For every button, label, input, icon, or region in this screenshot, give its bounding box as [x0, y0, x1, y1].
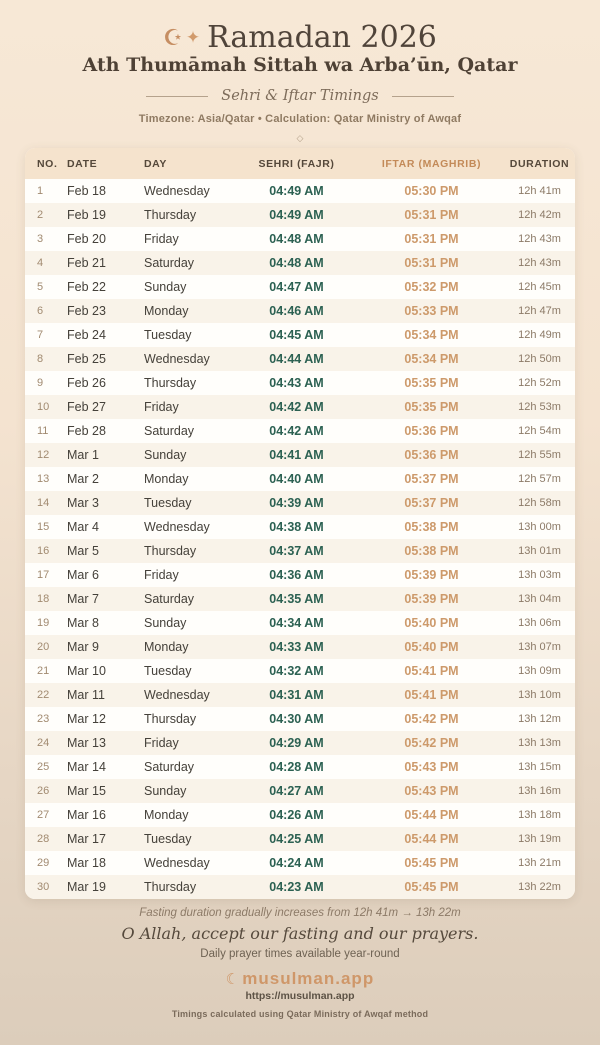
cell-day: Wednesday [144, 352, 210, 366]
table-row [25, 683, 575, 707]
cell-iftar-time: 05:40 PM [404, 616, 459, 630]
cell-iftar-time: 05:31 PM [404, 256, 459, 270]
cell-row-number: 24 [37, 737, 50, 749]
brand-url[interactable]: https://musulman.app [245, 990, 355, 1002]
cell-date: Feb 20 [67, 232, 106, 246]
divider-line-right [392, 96, 454, 97]
calculation-method-note: Timings calculated using Qatar Ministry of Awqaf method [171, 1009, 429, 1019]
cell-duration: 12h 52m [518, 377, 561, 389]
cell-date: Mar 15 [67, 784, 106, 798]
cell-sehri-time: 04:43 AM [269, 376, 324, 390]
cell-date: Mar 14 [67, 760, 106, 774]
cell-sehri-time: 04:33 AM [269, 640, 324, 654]
cell-day: Sunday [144, 280, 187, 294]
cell-duration: 13h 18m [518, 809, 561, 821]
cell-day: Thursday [144, 712, 197, 726]
duration-trend-note: Fasting duration gradually increases from 12h 41m → 13h 22m [139, 907, 461, 919]
cell-iftar-time: 05:43 PM [404, 784, 459, 798]
table-row [25, 611, 575, 635]
cell-date: Feb 27 [67, 400, 106, 414]
table-row [25, 515, 575, 539]
table-row [25, 179, 575, 203]
cell-sehri-time: 04:42 AM [269, 424, 324, 438]
divider-line-left [146, 96, 208, 97]
cell-sehri-time: 04:47 AM [269, 280, 324, 294]
cell-day: Friday [144, 568, 179, 582]
table-rows [25, 179, 575, 899]
brand-name: musulman.app [242, 969, 375, 988]
table-row [25, 203, 575, 227]
cell-date: Mar 18 [67, 856, 106, 870]
cell-row-number: 9 [37, 377, 44, 389]
table-row [25, 779, 575, 803]
cell-day: Saturday [144, 256, 195, 270]
cell-row-number: 25 [37, 761, 50, 773]
availability-note: Daily prayer times available year-round [200, 948, 400, 960]
cell-row-number: 21 [37, 665, 50, 677]
cell-iftar-time: 05:34 PM [404, 352, 459, 366]
cell-iftar-time: 05:40 PM [404, 640, 459, 654]
cell-row-number: 6 [37, 305, 44, 317]
cell-row-number: 11 [37, 425, 49, 437]
cell-sehri-time: 04:29 AM [269, 736, 324, 750]
table-row [25, 635, 575, 659]
crescent-moon-icon: ☪ [163, 26, 183, 51]
cell-row-number: 18 [37, 593, 50, 605]
cell-duration: 12h 41m [518, 185, 561, 197]
cell-iftar-time: 05:38 PM [404, 520, 459, 534]
column-header-iftar: IFTAR (MAGHRIB) [381, 157, 482, 170]
table-row [25, 371, 575, 395]
cell-date: Feb 25 [67, 352, 106, 366]
subtitle-row [0, 88, 600, 104]
cell-duration: 13h 19m [518, 833, 561, 845]
cell-date: Feb 21 [67, 256, 106, 270]
cell-date: Mar 6 [67, 568, 99, 582]
cell-day: Friday [144, 736, 179, 750]
cell-duration: 13h 07m [518, 641, 561, 653]
cell-iftar-time: 05:41 PM [404, 688, 459, 702]
cell-sehri-time: 04:25 AM [269, 832, 324, 846]
cell-sehri-time: 04:39 AM [269, 496, 324, 510]
table-row [25, 803, 575, 827]
cell-day: Thursday [144, 208, 197, 222]
cell-date: Mar 8 [67, 616, 99, 630]
cell-day: Friday [144, 232, 179, 246]
cell-day: Saturday [144, 760, 195, 774]
cell-iftar-time: 05:35 PM [404, 376, 459, 390]
cell-row-number: 30 [37, 881, 50, 893]
cell-iftar-time: 05:34 PM [404, 328, 459, 342]
cell-iftar-time: 05:37 PM [404, 472, 459, 486]
cell-sehri-time: 04:35 AM [269, 592, 324, 606]
cell-day: Tuesday [144, 664, 192, 678]
table-row [25, 347, 575, 371]
table-row [25, 467, 575, 491]
column-header-day: DAY [144, 157, 168, 170]
cell-sehri-time: 04:24 AM [269, 856, 324, 870]
cell-date: Mar 5 [67, 544, 99, 558]
cell-iftar-time: 05:44 PM [404, 832, 459, 846]
cell-date: Mar 10 [67, 664, 106, 678]
cell-date: Feb 18 [67, 184, 106, 198]
cell-sehri-time: 04:30 AM [269, 712, 324, 726]
cell-date: Mar 3 [67, 496, 99, 510]
cell-date: Mar 11 [67, 688, 105, 702]
cell-day: Wednesday [144, 184, 210, 198]
table-row [25, 323, 575, 347]
cell-iftar-time: 05:42 PM [404, 712, 459, 726]
cell-row-number: 7 [37, 329, 44, 341]
cell-row-number: 10 [37, 401, 50, 413]
subtitle: Sehri & Iftar Timings [221, 88, 379, 104]
table-row [25, 827, 575, 851]
cell-row-number: 17 [37, 569, 50, 581]
column-header-sehri: SEHRI (FAJR) [258, 157, 335, 170]
cell-date: Feb 22 [67, 280, 106, 294]
cell-row-number: 3 [37, 233, 44, 245]
cell-iftar-time: 05:33 PM [404, 304, 459, 318]
cell-sehri-time: 04:49 AM [269, 208, 324, 222]
table-row [25, 443, 575, 467]
cell-duration: 13h 09m [518, 665, 561, 677]
cell-duration: 12h 54m [518, 425, 561, 437]
cell-duration: 13h 16m [518, 785, 561, 797]
table-row [25, 659, 575, 683]
cell-sehri-time: 04:34 AM [269, 616, 324, 630]
cell-sehri-time: 04:26 AM [269, 808, 324, 822]
cell-row-number: 1 [37, 185, 44, 197]
cell-row-number: 15 [37, 521, 50, 533]
cell-day: Monday [144, 304, 189, 318]
cell-duration: 13h 10m [518, 689, 561, 701]
table-row [25, 227, 575, 251]
dua-quote: O Allah, accept our fasting and our prayers. [121, 924, 479, 943]
cell-sehri-time: 04:28 AM [269, 760, 324, 774]
cell-sehri-time: 04:37 AM [269, 544, 324, 558]
table-row [25, 563, 575, 587]
cell-duration: 12h 43m [518, 257, 561, 269]
cell-row-number: 27 [37, 809, 50, 821]
cell-row-number: 28 [37, 833, 50, 845]
cell-day: Saturday [144, 592, 195, 606]
brand-crescent-icon: ☾ [225, 971, 241, 988]
cell-row-number: 12 [37, 449, 50, 461]
cell-sehri-time: 04:31 AM [269, 688, 324, 702]
cell-duration: 13h 06m [518, 617, 561, 629]
cell-duration: 12h 47m [518, 305, 561, 317]
cell-iftar-time: 05:45 PM [404, 880, 459, 894]
table-row [25, 707, 575, 731]
cell-iftar-time: 05:36 PM [404, 448, 459, 462]
cell-sehri-time: 04:32 AM [269, 664, 324, 678]
table-row [25, 419, 575, 443]
cell-day: Sunday [144, 616, 187, 630]
cell-iftar-time: 05:43 PM [404, 760, 459, 774]
cell-iftar-time: 05:38 PM [404, 544, 459, 558]
cell-row-number: 2 [37, 209, 44, 221]
timings-table [25, 148, 575, 899]
cell-sehri-time: 04:36 AM [269, 568, 324, 582]
cell-duration: 12h 43m [518, 233, 561, 245]
cell-date: Mar 9 [67, 640, 99, 654]
cell-date: Mar 1 [67, 448, 99, 462]
table-header-row [25, 148, 575, 179]
table-row [25, 875, 575, 899]
cell-day: Sunday [144, 448, 187, 462]
cell-row-number: 23 [37, 713, 50, 725]
cell-sehri-time: 04:48 AM [269, 232, 324, 246]
location-title: Ath Thumāmah Sittah wa Arba’ūn, Qatar [82, 54, 518, 76]
cell-date: Mar 17 [67, 832, 106, 846]
cell-sehri-time: 04:46 AM [269, 304, 324, 318]
cell-iftar-time: 05:31 PM [404, 232, 459, 246]
table-row [25, 299, 575, 323]
cell-iftar-time: 05:35 PM [404, 400, 459, 414]
cell-iftar-time: 05:37 PM [404, 496, 459, 510]
cell-day: Tuesday [144, 832, 192, 846]
cell-date: Feb 19 [67, 208, 106, 222]
brand-link[interactable] [0, 969, 600, 989]
cell-day: Tuesday [144, 328, 192, 342]
page-title-line [0, 22, 600, 55]
cell-duration: 12h 57m [518, 473, 561, 485]
cell-sehri-time: 04:40 AM [269, 472, 324, 486]
cell-row-number: 8 [37, 353, 44, 365]
cell-date: Mar 4 [67, 520, 99, 534]
cell-sehri-time: 04:44 AM [269, 352, 324, 366]
cell-date: Feb 23 [67, 304, 106, 318]
cell-sehri-time: 04:38 AM [269, 520, 324, 534]
cell-iftar-time: 05:39 PM [404, 592, 459, 606]
diamond-ornament-icon: ◇ [296, 133, 304, 143]
cell-iftar-time: 05:42 PM [404, 736, 459, 750]
cell-duration: 13h 12m [518, 713, 561, 725]
cell-row-number: 13 [37, 473, 50, 485]
cell-date: Mar 16 [67, 808, 106, 822]
cell-duration: 12h 49m [518, 329, 561, 341]
table-row [25, 395, 575, 419]
cell-day: Thursday [144, 880, 197, 894]
cell-duration: 12h 55m [518, 449, 561, 461]
cell-row-number: 4 [37, 257, 44, 269]
cell-sehri-time: 04:42 AM [269, 400, 324, 414]
page-title: Ramadan 2026 [207, 20, 437, 55]
cell-day: Monday [144, 640, 189, 654]
cell-day: Monday [144, 472, 189, 486]
cell-duration: 12h 58m [518, 497, 561, 509]
cell-duration: 12h 50m [518, 353, 561, 365]
cell-iftar-time: 05:45 PM [404, 856, 459, 870]
column-header-date: DATE [67, 157, 98, 170]
cell-duration: 13h 01m [518, 545, 561, 557]
cell-day: Wednesday [144, 520, 210, 534]
cell-day: Thursday [144, 544, 197, 558]
cell-iftar-time: 05:41 PM [404, 664, 459, 678]
column-header-no: NO. [37, 157, 58, 170]
cell-iftar-time: 05:32 PM [404, 280, 459, 294]
cell-day: Sunday [144, 784, 187, 798]
timezone-calculation-meta: Timezone: Asia/Qatar • Calculation: Qatar Ministry of Awqaf [138, 113, 462, 125]
cell-duration: 13h 21m [518, 857, 561, 869]
cell-duration: 12h 53m [518, 401, 561, 413]
cell-iftar-time: 05:30 PM [404, 184, 459, 198]
cell-day: Wednesday [144, 856, 210, 870]
cell-row-number: 16 [37, 545, 50, 557]
cell-row-number: 5 [37, 281, 44, 293]
cell-duration: 13h 13m [518, 737, 561, 749]
cell-date: Mar 12 [67, 712, 106, 726]
table-row [25, 275, 575, 299]
column-header-duration: DURATION [509, 157, 570, 170]
cell-sehri-time: 04:48 AM [269, 256, 324, 270]
table-row [25, 755, 575, 779]
cell-iftar-time: 05:44 PM [404, 808, 459, 822]
table-row [25, 491, 575, 515]
sparkle-icon: ✦ [185, 28, 201, 48]
cell-sehri-time: 04:49 AM [269, 184, 324, 198]
table-row [25, 587, 575, 611]
cell-duration: 13h 15m [518, 761, 561, 773]
cell-duration: 13h 22m [518, 881, 561, 893]
cell-sehri-time: 04:23 AM [269, 880, 324, 894]
cell-date: Mar 13 [67, 736, 106, 750]
cell-date: Feb 28 [67, 424, 106, 438]
cell-row-number: 26 [37, 785, 50, 797]
cell-duration: 13h 03m [518, 569, 561, 581]
cell-date: Mar 7 [67, 592, 99, 606]
cell-day: Tuesday [144, 496, 192, 510]
cell-duration: 12h 45m [518, 281, 561, 293]
cell-sehri-time: 04:27 AM [269, 784, 324, 798]
cell-iftar-time: 05:36 PM [404, 424, 459, 438]
cell-iftar-time: 05:39 PM [404, 568, 459, 582]
table-row [25, 851, 575, 875]
cell-row-number: 19 [37, 617, 50, 629]
cell-row-number: 22 [37, 689, 50, 701]
cell-day: Thursday [144, 376, 197, 390]
cell-day: Monday [144, 808, 189, 822]
cell-sehri-time: 04:41 AM [269, 448, 324, 462]
cell-date: Feb 26 [67, 376, 106, 390]
cell-date: Mar 2 [67, 472, 99, 486]
cell-row-number: 20 [37, 641, 50, 653]
cell-iftar-time: 05:31 PM [404, 208, 459, 222]
cell-date: Mar 19 [67, 880, 106, 894]
table-row [25, 539, 575, 563]
cell-day: Saturday [144, 424, 195, 438]
cell-row-number: 29 [37, 857, 50, 869]
table-row [25, 731, 575, 755]
cell-duration: 13h 00m [518, 521, 561, 533]
cell-date: Feb 24 [67, 328, 106, 342]
cell-duration: 12h 42m [518, 209, 561, 221]
cell-day: Friday [144, 400, 179, 414]
cell-sehri-time: 04:45 AM [269, 328, 324, 342]
cell-row-number: 14 [37, 497, 50, 509]
table-row [25, 251, 575, 275]
cell-duration: 13h 04m [518, 593, 561, 605]
cell-day: Wednesday [144, 688, 210, 702]
